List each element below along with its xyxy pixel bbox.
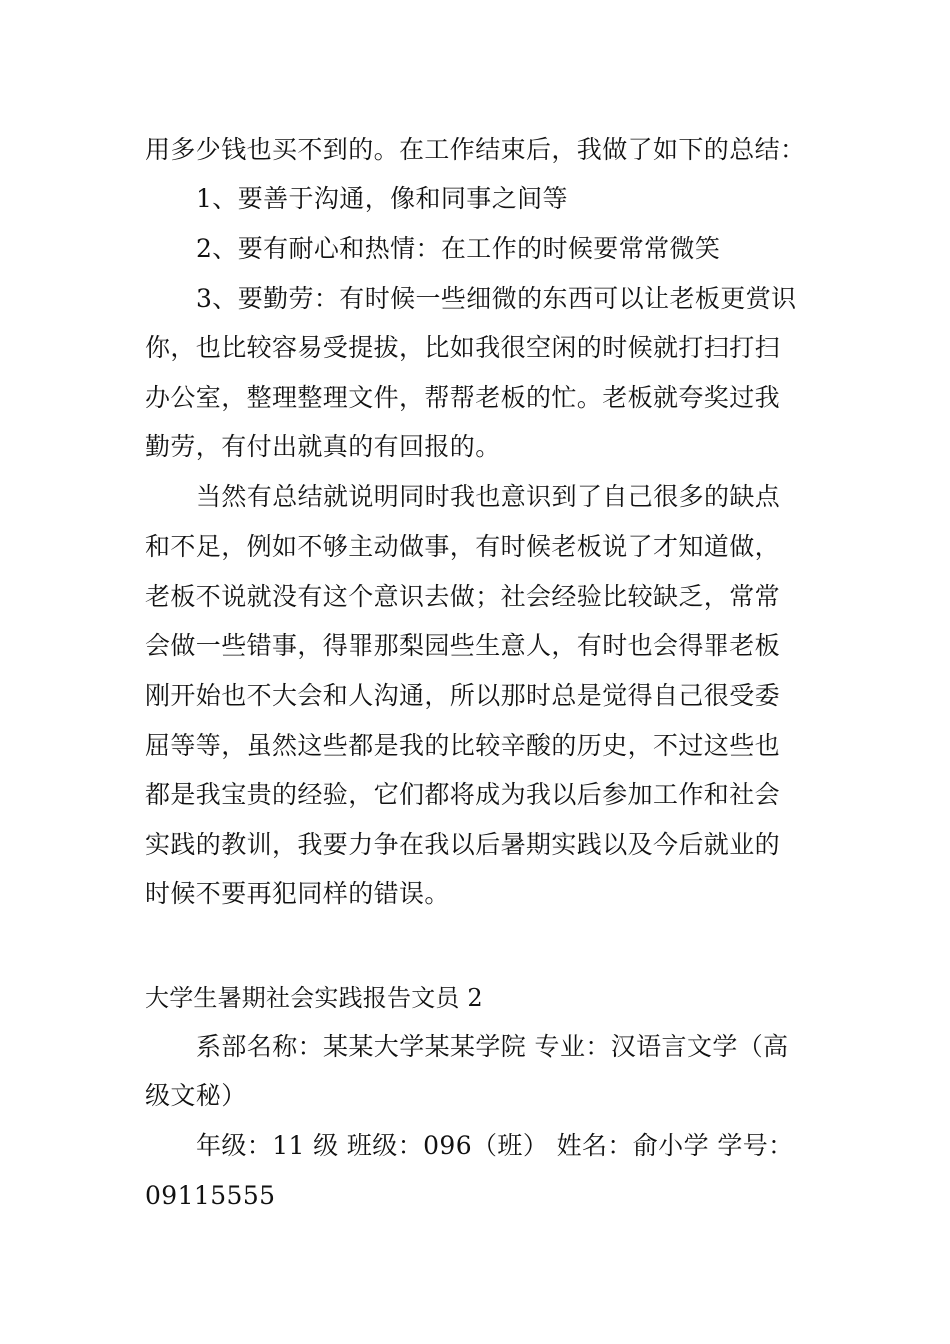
paragraph-line: 屈等等，虽然这些都是我的比较辛酸的历史，不过这些也 [145, 731, 781, 760]
student-id-line: 09115555 [145, 1181, 276, 1210]
paragraph-line: 你，也比较容易受提拔，比如我很空闲的时候就打扫打扫 [145, 333, 781, 362]
paragraph-line: 老板不说就没有这个意识去做；社会经验比较缺乏，常常 [145, 582, 781, 611]
list-item-2: 2、要有耐心和热情：在工作的时候要常常微笑 [196, 234, 721, 263]
list-item-3: 3、要勤劳：有时候一些细微的东西可以让老板更赏识 [196, 284, 797, 313]
paragraph-line: 都是我宝贵的经验，它们都将成为我以后参加工作和社会 [145, 780, 781, 809]
paragraph-line: 勤劳，有付出就真的有回报的。 [145, 432, 501, 461]
paragraph-line: 时候不要再犯同样的错误。 [145, 879, 450, 908]
paragraph-line: 用多少钱也买不到的。在工作结束后，我做了如下的总结： [145, 135, 806, 164]
list-item-1: 1、要善于沟通，像和同事之间等 [196, 184, 568, 213]
paragraph-line: 实践的教训，我要力争在我以后暑期实践以及今后就业的 [145, 830, 781, 859]
paragraph-line: 当然有总结就说明同时我也意识到了自己很多的缺点 [196, 482, 781, 511]
info-line: 级文秘） [145, 1081, 247, 1110]
info-line: 系部名称：某某大学某某学院 专业：汉语言文学（高 [196, 1032, 789, 1061]
info-line: 年级：11 级 班级：096（班） 姓名：俞小学 学号： [196, 1131, 794, 1160]
paragraph-line: 会做一些错事，得罪那梨园些生意人，有时也会得罪老板 [145, 631, 781, 660]
section-title: 大学生暑期社会实践报告文员 2 [145, 984, 483, 1012]
paragraph-line: 办公室，整理整理文件，帮帮老板的忙。老板就夸奖过我 [145, 383, 781, 412]
paragraph-line: 和不足，例如不够主动做事，有时候老板说了才知道做， [145, 532, 781, 561]
paragraph-line: 刚开始也不大会和人沟通，所以那时总是觉得自己很受委 [145, 681, 781, 710]
